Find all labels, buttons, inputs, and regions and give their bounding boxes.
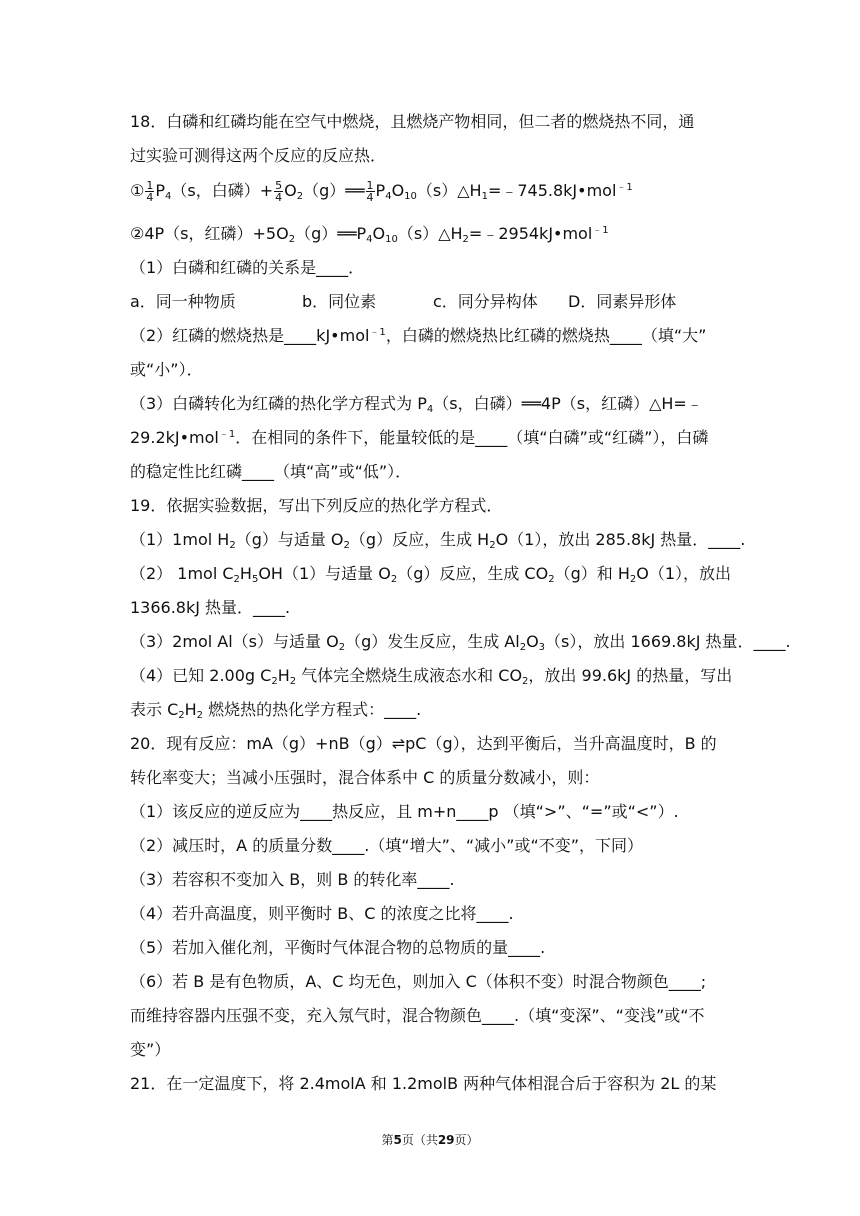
- q20-sub-6-cont: 而维持容器内压强不变，充入氖气时，混合物颜色____.（填“变深”、“变浅”或“不: [130, 1006, 705, 1025]
- q20-sub-4: （4）若升高温度，则平衡时 B、C 的浓度之比将____.: [130, 904, 514, 923]
- fraction: $\frac{5}{4}$: [275, 179, 283, 204]
- q20-sub-3: （3）若容积不变加入 B，则 B 的转化率____.: [130, 870, 455, 889]
- q18-sub-1: （1）白磷和红磷的关系是____．: [130, 258, 365, 277]
- q18-reaction-1: ① $\frac{1}{4}$ $P_4(s$，白磷）+ $\frac{5}{4}$ $O_2(g)══$ $\frac{1}{4}$ $P_4O_{10}(s)\triangle H_1=﹣745.8kJ•mol^{﹣1}$: [130, 179, 633, 204]
- q19-sub-4-cont: 表示 $C_2H_2$ 燃烧热的热化学方程式：____.: [130, 700, 422, 721]
- q19-sub-3: （3）2mol Al（s）与适量 $O_2(g)$发生反应，生成 $Al_2O_3(s)$，放出 1669.8kJ 热量．____.: [130, 632, 791, 653]
- q18-sub-2-cont: 或“小”）．: [130, 360, 203, 379]
- q18-sub-3: （3）白磷转化为红磷的热化学方程式为 $P_4(s$，白磷）══4P（s，红磷）△H=﹣: [130, 394, 703, 415]
- q20-sub-6-cont2: 变”）: [130, 1040, 171, 1059]
- q18-sub-3-cont2: 的稳定性比红磷____（填“高”或“低”）．: [130, 462, 412, 481]
- q20-sub-1: （1）该反应的逆反应为____热反应，且 m+n____p （填“>”、“=”或“<”）.: [130, 802, 679, 821]
- q20-sub-6: （6）若 B 是有色物质，A、C 均无色，则加入 C（体积不变）时混合物颜色____;: [130, 972, 707, 991]
- q19-title: 19．依据实验数据，写出下列反应的热化学方程式．: [130, 496, 503, 515]
- option-c: c．同分异构体: [433, 292, 538, 311]
- option-a: a．同一种物质: [130, 292, 236, 311]
- option-d: D．同素异形体: [568, 292, 677, 311]
- page-footer: 第5页（共29页）: [381, 1133, 479, 1147]
- q20-sub-5: （5）若加入催化剂，平衡时气体混合物的总物质的量____.: [130, 938, 546, 957]
- q20-sub-2: （2）减压时，A 的质量分数____.（填“增大”、“减小”或“不变”，下同）: [130, 836, 644, 855]
- q18-line-2: 过实验可测得这两个反应的反应热．: [130, 146, 387, 165]
- q18-sub-3-cont: 29.2kJ•mol$^{﹣1}$．在相同的条件下，能量较低的是____（填“白磷”或“红磷”），白磷: [130, 428, 709, 447]
- q20-line-2: 转化率变大；当减小压强时，混合体系中 C 的质量分数减小，则：: [130, 768, 600, 787]
- fraction: $\frac{1}{4}$: [146, 179, 154, 204]
- q18-sub-2: （2）红磷的燃烧热是____kJ•mol$^{﹣1}$，白磷的燃烧热比红磷的燃烧热____（填“大”: [130, 326, 707, 345]
- total-page-count: 29: [437, 1133, 455, 1147]
- q19-sub-1: （1）1mol $H_2(g)$与适量 $O_2(g)$反应，生成 $H_2O(1)$，放出 285.8kJ 热量．____.: [130, 530, 746, 551]
- q18-reaction-2: ②4P（s，红磷）$+5O_2(g)══P_4O_{10}(s)\triangle H_2=﹣2954kJ•mol^{﹣1}$: [130, 224, 609, 245]
- q19-sub-2-cont: 1366.8kJ 热量．____.: [130, 598, 291, 617]
- q21-line-1: 21．在一定温度下，将 2.4molA 和 1.2molB 两种气体相混合后于容积为 2L 的某: [130, 1074, 717, 1093]
- fraction: $\frac{1}{4}$: [366, 179, 374, 204]
- q19-sub-4: （4）已知 2.00g $C_2H_2$ 气体完全燃烧生成液态水和 $CO_2$，放出 99.6kJ 的热量，写出: [130, 666, 733, 687]
- option-b: b．同位素: [302, 292, 377, 311]
- current-page-number: 5: [393, 1133, 402, 1147]
- q20-line-1: 20．现有反应：mA（g）+nB（g）⇌pC（g），达到平衡后，当升高温度时，B 的: [130, 734, 717, 753]
- q19-sub-2: （2） 1mol $C_2H_5OH(1)$与适量 $O_2(g)$反应，生成 $CO_2(g)$和 $H_2O(1)$，放出: [130, 564, 732, 585]
- q18-line-1: 18．白磷和红磷均能在空气中燃烧，且燃烧产物相同，但二者的燃烧热不同，通: [130, 112, 695, 131]
